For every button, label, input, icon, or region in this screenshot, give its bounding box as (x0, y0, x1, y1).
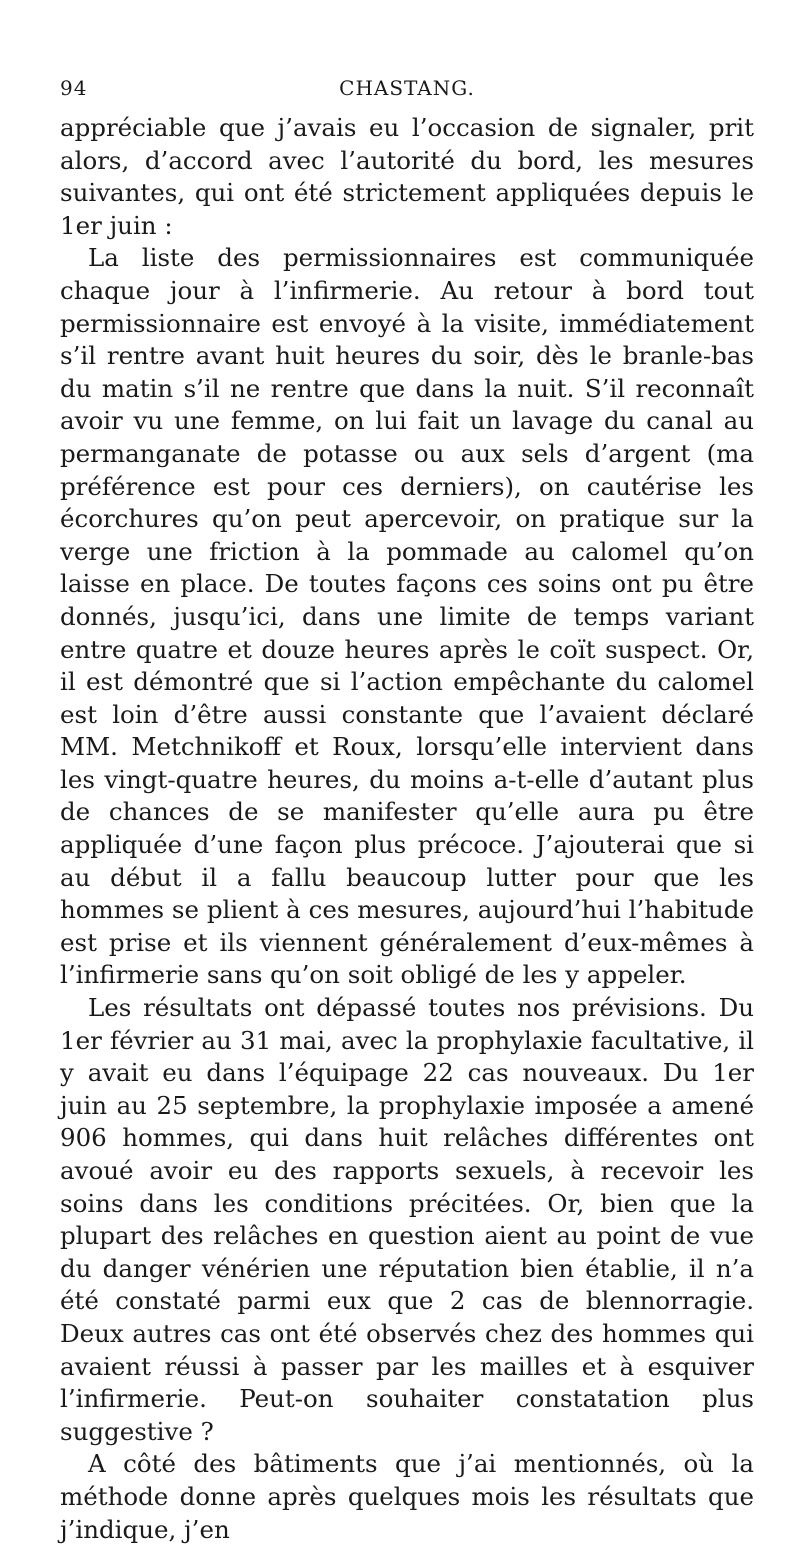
paragraph-continued: appréciable que j’avais eu l’occasion de signaler, prit alors, d’accord avec l’autorité du bord, les mesures suivantes, qui ont été strictement appliquées depuis le 1er juin : (60, 113, 754, 240)
running-title: CHASTANG. (339, 76, 475, 100)
paragraph-other-ships: A côté des bâtiments que j’ai mentionnés, où la méthode donne après quelques mois les résultats que j’indique, j’en (60, 1449, 754, 1544)
paragraph-measures: La liste des permissionnaires est communiquée chaque jour à l’infirmerie. Au retour à bord tout permissionnaire est envoyé à la visite, immédiatement s’il rentre avant huit heures du soir, dès le branle-bas du matin s’il ne rentre que dans la nuit. S’il reconnaît avoir vu une femme, on lui fait un lavage du canal au permanganate de potasse ou aux sels d’argent (ma préférence est pour ces derniers), on cautérise les écorchures qu’on peut apercevoir, on pratique sur la verge une friction à la pommade au calomel qu’on laisse en place. De toutes façons ces soins ont pu être donnés, jusqu’ici, dans une limite de temps variant entre quatre et douze heures après le coït suspect. Or, il est démontré que si l’action empêchante du calomel est loin d’être aussi constante que l’avaient déclaré MM. Metchnikoff et Roux, lorsqu’elle intervient dans les vingt-quatre heures, du moins a-t-elle d’autant plus de chances de se manifester qu’elle aura pu être appliquée d’une façon plus précoce. J’ajouterai que si au début il a fallu beaucoup lutter pour que les hommes se plient à ces mesures, aujourd’hui l’habitude est prise et ils viennent généralement d’eux-mêmes à l’infirmerie sans qu’on soit obligé de les y appeler. (60, 243, 754, 990)
paragraph-results: Les résultats ont dépassé toutes nos prévisions. Du 1er février au 31 mai, avec la prophylaxie facultative, il y avait eu dans l’équipage 22 cas nouveaux. Du 1er juin au 25 septembre, la prophylaxie imposée a amené 906 hommes, qui dans huit relâches différentes ont avoué avoir eu des rapports sexuels, à recevoir les soins dans les conditions précitées. Or, bien que la plupart des relâches en question aient au point de vue du danger vénérien une réputation bien établie, il n’a été constaté parmi eux que 2 cas de blennorragie. Deux autres cas ont été observés chez des hommes qui avaient réussi à passer par les mailles et à esquiver l’infirmerie. Peut-on souhaiter constatation plus suggestive ? (60, 993, 754, 1446)
running-head (60, 76, 754, 106)
page-number: 94 (60, 76, 88, 100)
body-text (60, 112, 754, 1546)
